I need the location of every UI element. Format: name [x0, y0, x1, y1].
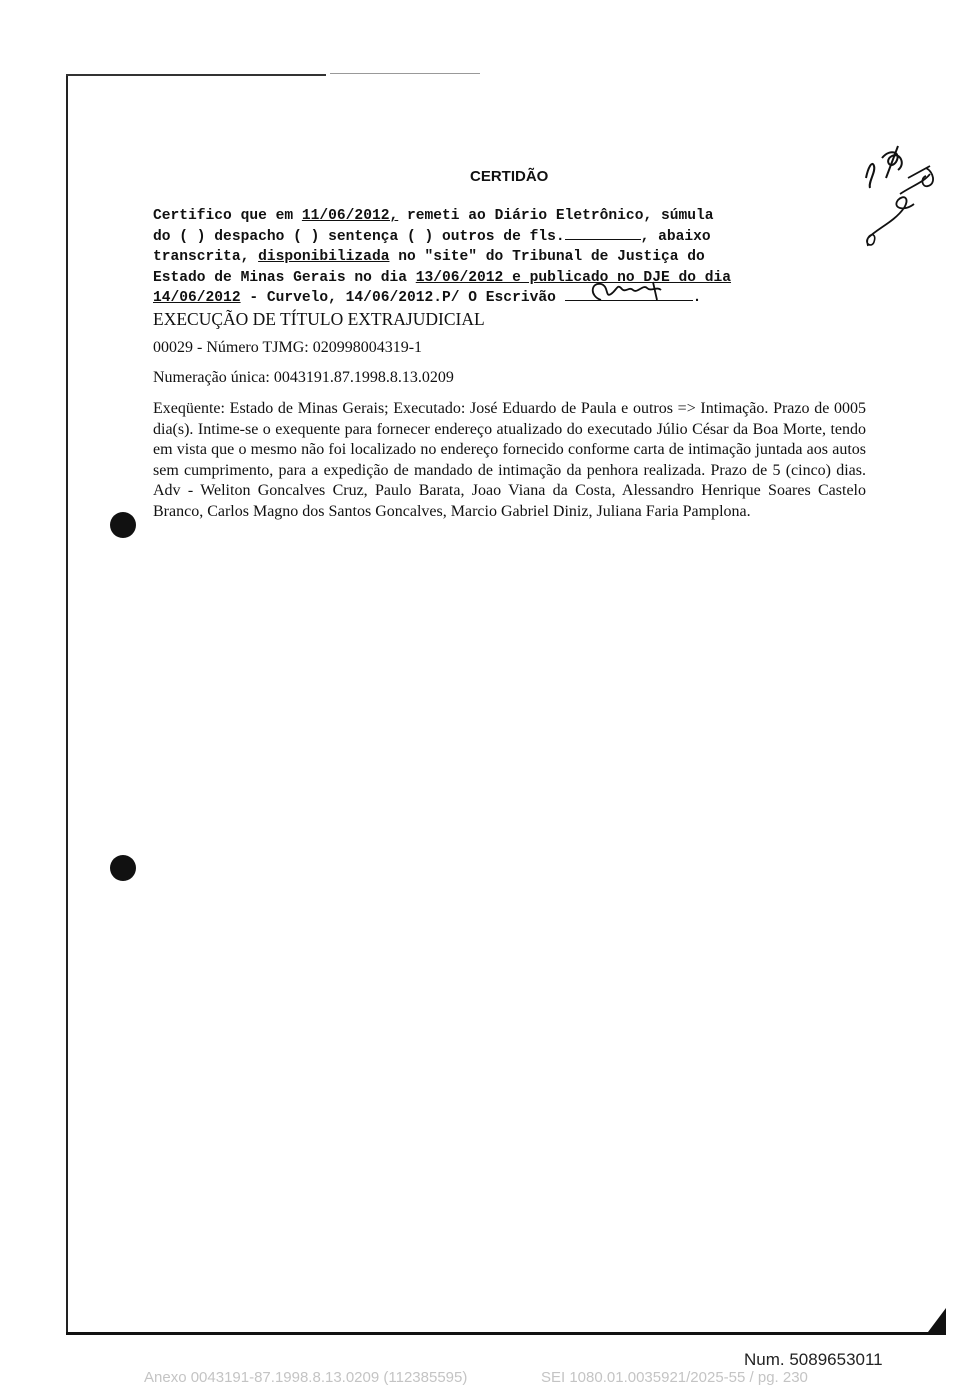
cert-text: - Curvelo, 14/06/2012.P/ O Escrivão — [240, 290, 565, 306]
clerk-signature — [587, 278, 677, 304]
cert-text: Estado de Minas Gerais no dia — [153, 269, 416, 286]
case-type-heading: EXECUÇÃO DE TÍTULO EXTRAJUDICIAL — [153, 309, 485, 329]
frame-top-border — [66, 74, 326, 76]
cert-date-published: 14/06/2012 — [153, 290, 241, 306]
certificate-block — [153, 206, 866, 309]
cert-text: Certifico que em — [153, 208, 302, 224]
cert-text: no "site" do Tribunal de Justiça do — [389, 249, 705, 265]
footer-attachment-id: Anexo 0043191-87.1998.8.13.0209 (112385595) — [144, 1369, 468, 1386]
cert-text: do ( ) despacho ( ) sentença ( ) outros de fls. — [153, 228, 565, 245]
certificate-line — [153, 268, 866, 289]
cert-text: remeti ao Diário Eletrônico, súmula — [398, 208, 714, 224]
punch-hole-bottom — [110, 855, 136, 881]
certificate-line — [153, 288, 866, 309]
certificate-line — [153, 247, 866, 268]
cert-date-sent: 11/06/2012, — [301, 208, 399, 224]
frame-top-border-faint — [330, 73, 480, 74]
footer-sei-page: SEI 1080.01.0035921/2025-55 / pg. 230 — [541, 1369, 808, 1386]
tjmg-number: 00029 - Número TJMG: 020998004319-1 — [153, 339, 423, 356]
cert-text: , abaixo — [640, 228, 711, 245]
cert-text: . — [692, 290, 702, 306]
signature-line — [565, 288, 693, 301]
fls-blank-line — [565, 227, 641, 240]
cert-disponibilizada: disponibilizada — [258, 249, 390, 265]
certificate-line — [153, 206, 866, 227]
document-title: CERTIDÃO — [470, 168, 549, 185]
corner-mark — [928, 1308, 946, 1332]
frame-left-border — [66, 74, 68, 1335]
unique-number: Numeração única: 0043191.87.1998.8.13.0209 — [153, 369, 454, 386]
publication-paragraph: Exeqüente: Estado de Minas Gerais; Executado: José Eduardo de Paula e outros => Intimação. Prazo de 0005 dia(s). Intime-se o exequente para fornecer endereço atualizado do executado Júlio César da Boa Morte, tendo em vista que o mesmo não foi localizado no endereço fornecido conforme carta de intimação juntada aos autos sem cumprimento, para a expedição de mandado de intimação da penhora realizada. Prazo de 5 (cinco) dias. Adv - Weliton Goncalves Cruz, Paulo Barata, Joao Viana da Costa, Alessandro Henrique Soares Castelo Branco, Carlos Magno dos Santos Goncalves, Marcio Gabriel Diniz, Juliana Faria Pamplona. — [153, 400, 866, 520]
cert-text: transcrita, — [153, 249, 259, 265]
certificate-line — [153, 227, 866, 248]
document-number: Num. 5089653011 — [744, 1350, 883, 1369]
cert-publication-dates: 13/06/2012 e publicado no DJE do dia — [415, 269, 732, 286]
frame-bottom-border — [66, 1332, 946, 1335]
punch-hole-top — [110, 512, 136, 538]
